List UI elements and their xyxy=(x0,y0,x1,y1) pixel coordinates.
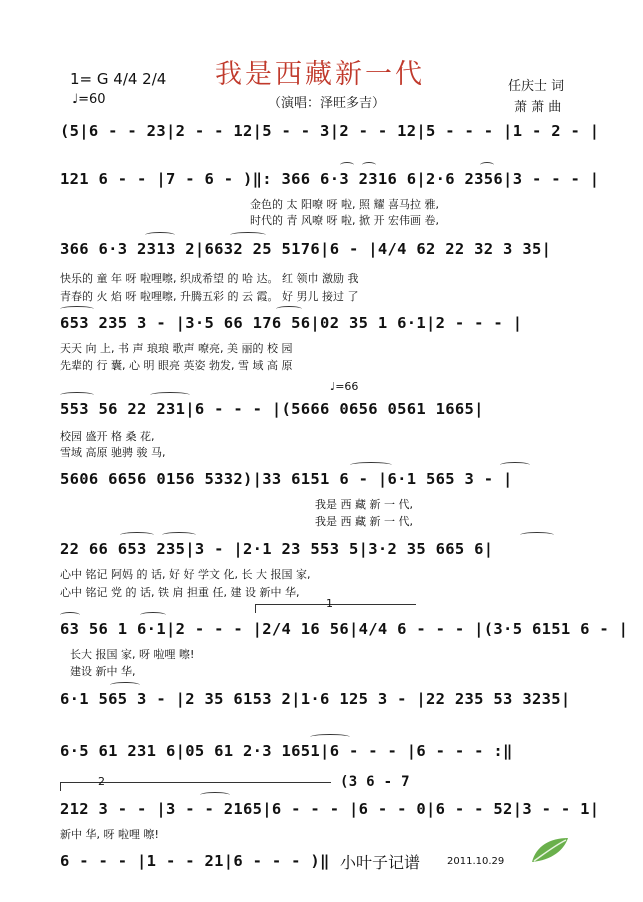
tempo-mark: ♩=60 xyxy=(72,92,106,107)
score-line-4: 653 235 3 - |3·5 66 176 56|02 35 1 6·1|2 - - - | xyxy=(60,314,523,332)
slur-mark xyxy=(150,392,190,398)
score-line-2: 121 6 - - |7 - 6 - )‖: 366 6·3 2316 6|2·6 2356|3 - - - | xyxy=(60,170,600,188)
lyric-line-6b: 我是 西 藏 新 一 代, xyxy=(315,515,413,528)
slur-mark xyxy=(162,532,196,538)
lyric-line-8b: 建设 新中 华, xyxy=(70,665,136,678)
score-line-6: 5606 6656 0156 5332)|33 6151 6 - |6·1 565 3 - | xyxy=(60,470,513,488)
score-line-10: 6·5 61 231 6|05 61 2·3 1651|6 - - - |6 - - - :‖ xyxy=(60,742,513,760)
composer-credit: 萧 萧 曲 xyxy=(514,100,562,115)
aside-notes: (3 6 - 7 xyxy=(340,774,410,790)
slur-mark xyxy=(276,306,302,312)
slur-mark xyxy=(200,792,230,798)
lyric-line-3b: 青春的 火 焰 呀 啦哩嚓, 升腾五彩 的 云 霞。 好 男儿 接过 了 xyxy=(60,290,359,303)
lyricist-credit: 任庆士 词 xyxy=(508,79,565,94)
slur-mark xyxy=(60,612,80,618)
score-line-3: 366 6·3 2313 2|6632 25 5176|6 - |4/4 62 22 32 3 35| xyxy=(60,240,552,258)
lyric-line-4a: 天天 向 上, 书 声 琅琅 歌声 嘹亮, 美 丽的 校 园 xyxy=(60,342,293,355)
volta-number-1: 1 xyxy=(326,597,333,610)
slur-mark xyxy=(362,162,376,168)
score-line-7: 22 66 653 235|3 - |2·1 23 553 5|3·2 35 665 6| xyxy=(60,540,494,558)
score-line-12: 6 - - - |1 - - 21|6 - - - )‖ xyxy=(60,852,330,870)
lyric-line-2a: 金色的 太 阳嘹 呀 啦, 照 耀 喜马拉 雅, xyxy=(250,198,439,211)
transcription-date: 2011.10.29 xyxy=(447,856,505,867)
lyric-line-11a: 新中 华, 呀 啦哩 嚓! xyxy=(60,828,159,841)
score-line-1: (5|6 - - 23|2 - - 12|5 - - 3|2 - - 12|5 - - - |1 - 2 - | xyxy=(60,122,600,140)
score-line-5: 553 56 22 231|6 - - - |(5666 0656 0561 1665| xyxy=(60,400,484,418)
score-line-11: 212 3 - - |3 - - 2165|6 - - - |6 - - 0|6 - - 52|3 - - 1| xyxy=(60,800,600,818)
slur-mark xyxy=(60,392,94,398)
score-line-9: 6·1 565 3 - |2 35 6153 2|1·6 125 3 - |22 235 53 3235| xyxy=(60,690,571,708)
lyric-line-5a: 校园 盛开 格 桑 花, xyxy=(60,430,155,443)
tempo-change-mark: ♩=66 xyxy=(330,380,359,393)
lyric-line-6a: 我是 西 藏 新 一 代, xyxy=(315,498,413,511)
lyric-line-4b: 先辈的 行 囊, 心 明 眼亮 英姿 勃发, 雪 域 高 原 xyxy=(60,359,293,372)
slur-mark xyxy=(340,162,354,168)
slur-mark xyxy=(140,612,166,618)
slur-mark xyxy=(500,462,530,468)
slur-mark xyxy=(230,232,266,238)
slur-mark xyxy=(480,162,494,168)
slur-mark xyxy=(110,682,140,688)
key-signature: 1= G 4/4 2/4 xyxy=(70,70,167,88)
volta-bracket-1 xyxy=(255,604,416,613)
slur-mark xyxy=(520,532,554,538)
slur-mark xyxy=(120,532,154,538)
slur-mark xyxy=(350,462,392,468)
singer-credit: （演唱：泽旺多吉） xyxy=(268,96,386,111)
volta-number-2: 2 xyxy=(98,775,105,788)
lyric-line-8a: 长大 报国 家, 呀 啦哩 嚓! xyxy=(70,648,195,661)
lyric-line-7b: 心中 铭记 党 的 话, 铁 肩 担重 任, 建 设 新中 华, xyxy=(60,586,300,599)
lyric-line-2b: 时代的 青 风嘹 呀 啦, 掀 开 宏伟画 卷, xyxy=(250,214,439,227)
lyric-line-5b: 雪域 高原 驰骋 骏 马, xyxy=(60,446,166,459)
score-line-8: 63 56 1 6·1|2 - - - |2/4 16 56|4/4 6 - - - |(3·5 6151 6 - | xyxy=(60,620,629,638)
leaf-icon xyxy=(528,836,572,864)
slur-mark xyxy=(145,232,175,238)
lyric-line-3a: 快乐的 童 年 呀 啦哩嚓, 织成希望 的 哈 达。 红 领巾 激励 我 xyxy=(60,272,359,285)
slur-mark xyxy=(310,734,350,740)
transcriber-signature: 小叶子记谱 xyxy=(340,853,421,872)
lyric-line-7a: 心中 铭记 阿妈 的 话, 好 好 学文 化, 长 大 报国 家, xyxy=(60,568,311,581)
page-title: 我是西藏新一代 xyxy=(215,59,425,90)
slur-mark xyxy=(60,306,94,312)
